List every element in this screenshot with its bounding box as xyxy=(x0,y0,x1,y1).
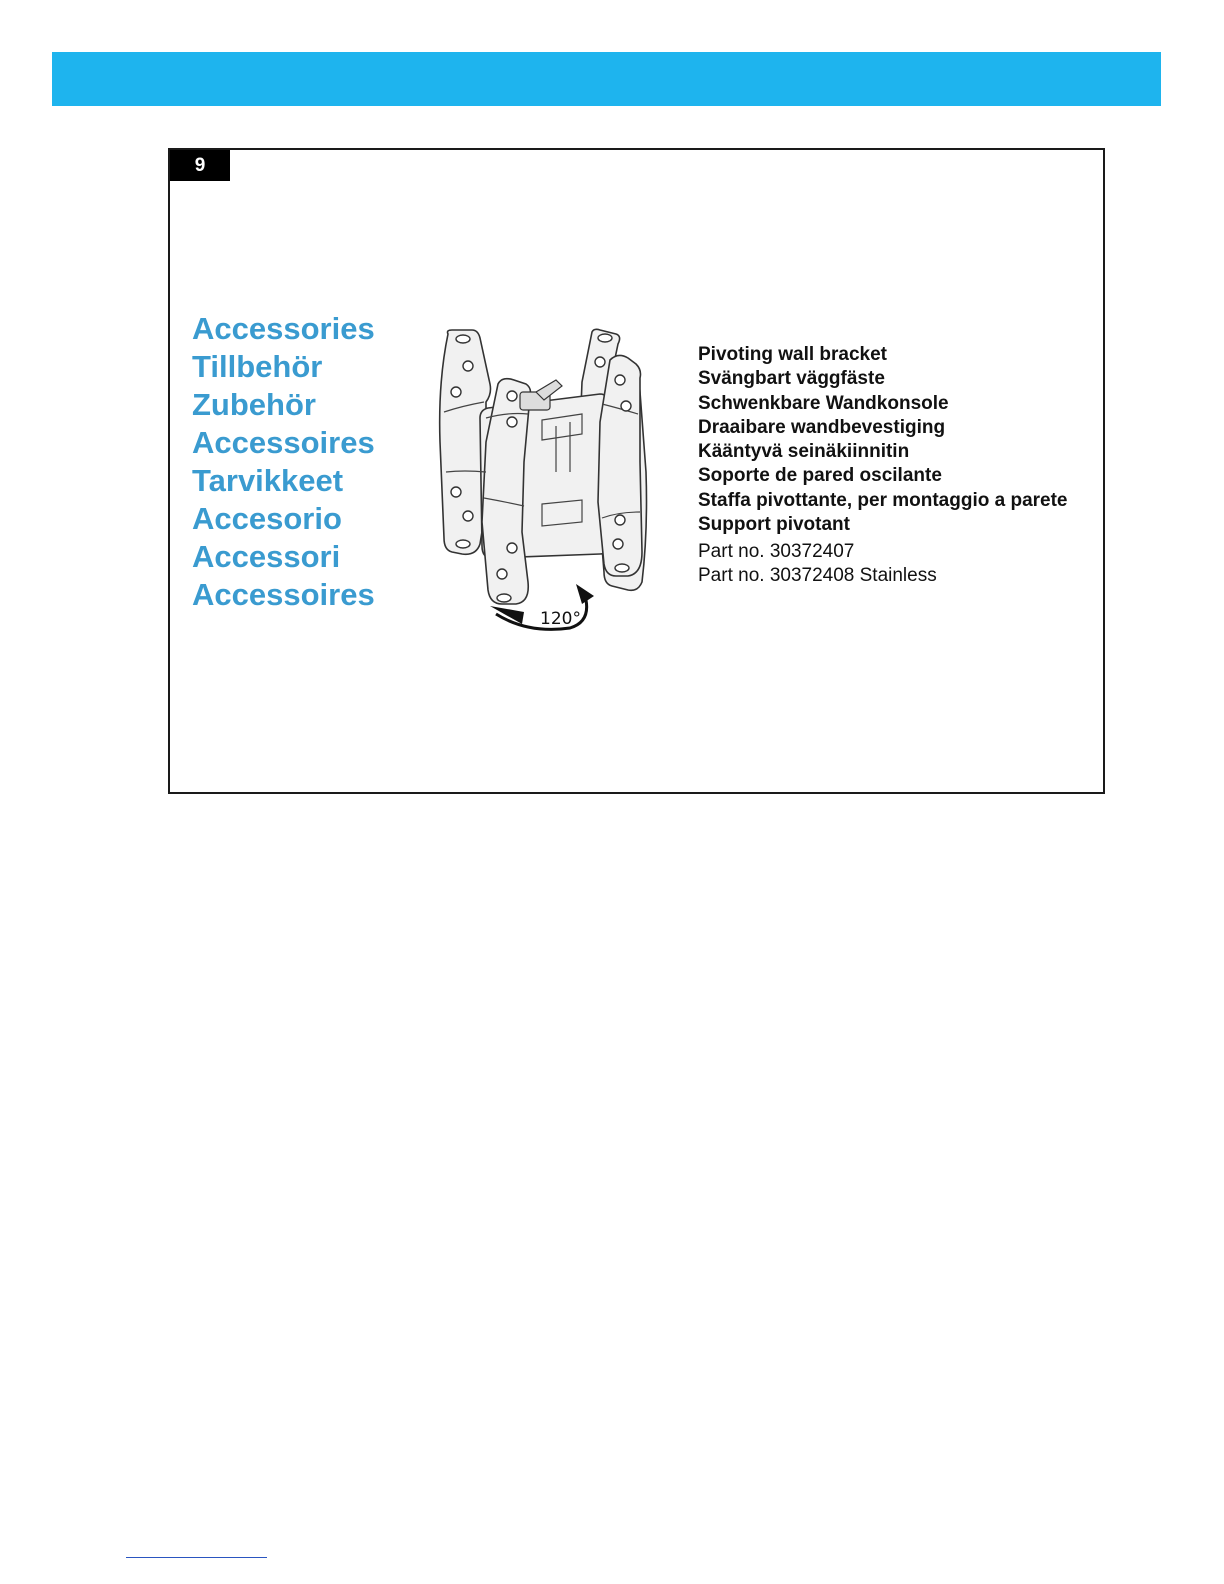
product-name-spanish: Soporte de pared oscilante xyxy=(698,465,942,487)
product-info xyxy=(698,343,1098,588)
step-number-badge: 9 xyxy=(170,150,230,181)
rotation-angle-label: 120° xyxy=(540,609,581,629)
product-name-german: Schwenkbare Wandkonsole xyxy=(698,392,949,414)
heading-finnish: Tarvikkeet xyxy=(192,463,344,498)
product-name-dutch: Draaibare wandbevestiging xyxy=(698,416,946,438)
header-band xyxy=(52,52,1161,106)
accessories-heading-list xyxy=(192,310,375,614)
heading-swedish: Tillbehör xyxy=(192,349,323,384)
product-name-english: Pivoting wall bracket xyxy=(698,344,887,365)
product-name-swedish: Svängbart väggfäste xyxy=(698,368,885,390)
accessory-panel xyxy=(168,148,1105,794)
heading-english: Accessories xyxy=(192,311,375,346)
part-number-standard: Part no. 30372407 xyxy=(698,541,855,563)
wall-bracket-illustration xyxy=(432,322,652,647)
heading-german: Zubehör xyxy=(192,387,316,422)
footer-rule xyxy=(126,1557,267,1558)
product-name-finnish: Kääntyvä seinäkiinnitin xyxy=(698,441,910,463)
product-name-list xyxy=(698,343,1098,537)
heading-italian: Accessori xyxy=(192,539,341,574)
product-name-italian: Staffa pivottante, per montaggio a parete xyxy=(698,489,1068,511)
product-name-french: Support pivotant xyxy=(698,514,850,536)
heading-dutch: Accessoires xyxy=(192,425,375,460)
heading-french: Accessoires xyxy=(192,577,375,612)
part-number-stainless: Part no. 30372408 Stainless xyxy=(698,565,937,587)
part-number-list xyxy=(698,540,1098,588)
heading-spanish: Accesorio xyxy=(192,501,342,536)
